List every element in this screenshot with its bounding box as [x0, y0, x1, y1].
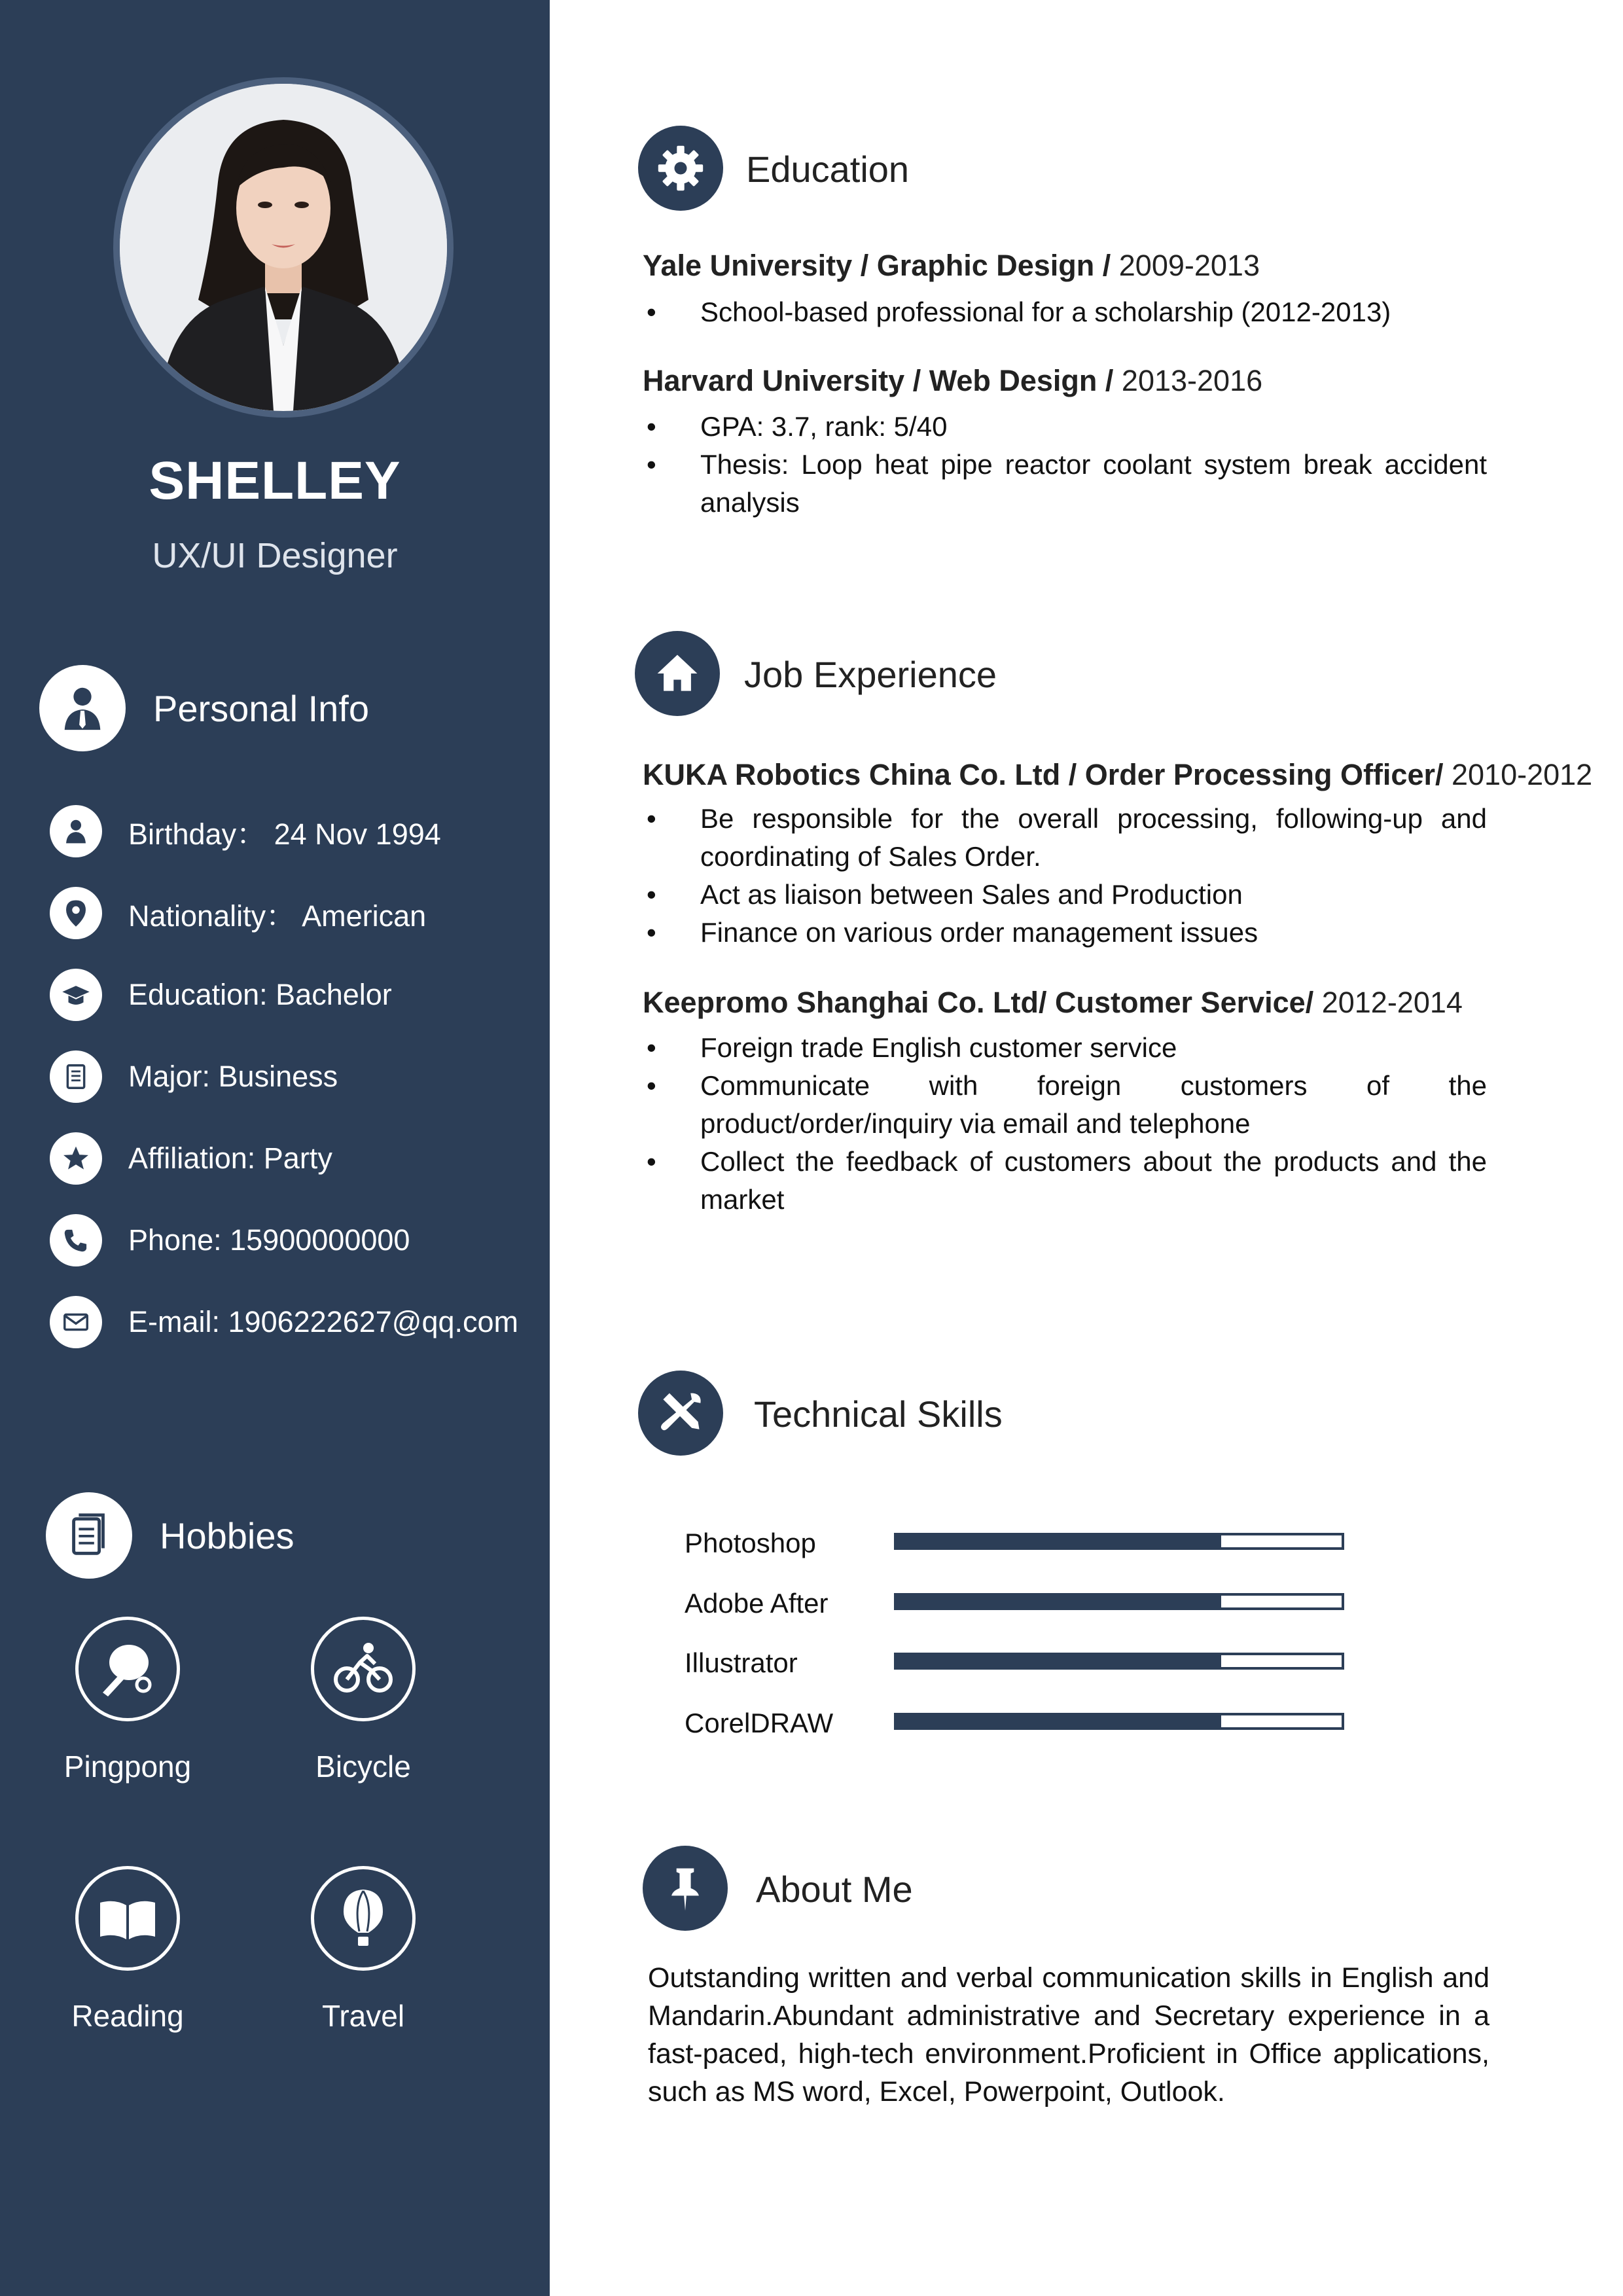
education-entry-1-school: Yale University / Graphic Design / — [643, 249, 1111, 282]
bullet-dot: • — [647, 1032, 656, 1063]
info-affiliation — [50, 1131, 332, 1186]
about-me-text: Outstanding written and verbal communication skills in English and Mandarin.Abundant administrative and Secretary experience in a fast-paced, high-tech environment.Proficient in Office applications, such as MS word, Excel, Powerpoint, Outlook. — [648, 1962, 1489, 2108]
job-entry-1-title — [643, 758, 1592, 792]
person-tie-icon — [57, 683, 108, 734]
bullet-dot: • — [647, 449, 656, 480]
info-education-text: Education: Bachelor — [128, 978, 392, 1011]
hobbies-heading: Hobbies — [160, 1515, 294, 1556]
bullet-dot: • — [647, 917, 656, 948]
job-experience-section-icon — [635, 631, 720, 716]
location-pin-icon — [50, 887, 102, 939]
job-entry-2-bullet-3: • Collect the feedback of customers about the products and the market — [643, 1143, 1487, 1219]
job-entry-2-company: Keepromo Shanghai Co. Ltd/ Customer Service/ — [643, 986, 1314, 1019]
about-me-section-icon — [643, 1846, 728, 1931]
phone-icon — [50, 1214, 102, 1266]
skill-photoshop-fill — [897, 1535, 1221, 1547]
education-entry-1-title — [643, 249, 1260, 283]
job-entry-2-years: 2012-2014 — [1313, 986, 1463, 1019]
skill-illustrator-label: Illustrator — [685, 1647, 798, 1678]
skill-photoshop-label: Photoshop — [685, 1528, 816, 1558]
graduation-cap-icon — [50, 969, 102, 1021]
bicycle-icon — [311, 1617, 416, 1721]
education-entry-2-title — [643, 364, 1262, 398]
info-education — [50, 967, 392, 1022]
profile-photo-illustration — [120, 84, 447, 411]
hobby-pingpong — [43, 1617, 213, 1784]
envelope-icon — [50, 1296, 102, 1348]
hobby-travel — [278, 1866, 448, 2034]
person-icon — [50, 805, 102, 857]
bullet-dot: • — [647, 1146, 656, 1177]
profile-name: SHELLEY — [149, 451, 401, 511]
education-section-icon — [638, 126, 723, 211]
info-nationality — [50, 886, 426, 941]
document-list-icon — [63, 1510, 115, 1561]
profile-photo — [113, 77, 454, 418]
bullet-dot: • — [647, 411, 656, 442]
skill-photoshop-bar — [894, 1533, 1344, 1550]
book-icon — [75, 1866, 180, 1971]
education-heading: Education — [746, 149, 910, 190]
hobby-bicycle — [278, 1617, 448, 1784]
info-major-text: Major: Business — [128, 1060, 338, 1093]
skill-coreldraw-bar — [894, 1713, 1344, 1730]
job-entry-1-bullet-2: • Act as liaison between Sales and Production — [643, 876, 1487, 914]
bullet-dot: • — [647, 803, 656, 834]
info-phone-text: Phone: 15900000000 — [128, 1223, 410, 1257]
job-entry-1-bullet-1: • Be responsible for the overall processing, following-up and coordinating of Sales Order. — [643, 800, 1487, 876]
document-icon — [50, 1050, 102, 1103]
info-nationality-text: Nationality： American — [128, 899, 427, 933]
info-email — [50, 1295, 518, 1350]
pingpong-icon — [75, 1617, 180, 1721]
bullet-dot: • — [647, 1070, 656, 1101]
bullet-dot: • — [647, 879, 656, 910]
technical-skills-section-icon — [638, 1371, 723, 1456]
personal-info-icon — [39, 665, 126, 751]
hobby-reading-label: Reading — [71, 1999, 184, 2033]
job-entry-1-years: 2010-2012 — [1443, 758, 1593, 791]
education-entry-2-school: Harvard University / Web Design / — [643, 364, 1114, 397]
info-major — [50, 1049, 338, 1104]
skill-adobe-after-bar — [894, 1593, 1344, 1610]
skill-coreldraw-fill — [897, 1715, 1221, 1727]
hobby-pingpong-label: Pingpong — [63, 1749, 192, 1784]
house-icon — [652, 649, 702, 698]
education-entry-1-bullet-1: • School-based professional for a scholarship (2012-2013) — [643, 293, 1487, 331]
info-birthday-text: Birthday： 24 Nov 1994 — [128, 817, 441, 851]
skill-illustrator-fill — [897, 1655, 1221, 1667]
bullet-dot: • — [647, 296, 656, 327]
job-entry-2-bullet-1: • Foreign trade English customer service — [643, 1029, 1487, 1067]
skill-adobe-after-label: Adobe After — [685, 1588, 829, 1619]
hobbies-icon — [46, 1492, 132, 1579]
pushpin-icon — [660, 1863, 710, 1913]
job-entry-2-title — [643, 986, 1463, 1020]
job-entry-1-company: KUKA Robotics China Co. Ltd / Order Processing Officer/ — [643, 758, 1444, 791]
info-birthday — [50, 804, 441, 859]
education-entry-1-years: 2009-2013 — [1111, 249, 1260, 282]
skill-illustrator-bar — [894, 1653, 1344, 1670]
tools-icon — [656, 1388, 705, 1438]
about-me-heading: About Me — [756, 1869, 913, 1910]
job-entry-1-bullet-3: • Finance on various order management issues — [643, 914, 1487, 952]
education-entry-2-years: 2013-2016 — [1113, 364, 1263, 397]
hobby-bicycle-label: Bicycle — [315, 1749, 411, 1784]
job-experience-heading: Job Experience — [744, 654, 997, 695]
job-entry-2-bullet-2: • Communicate with foreign customers of the product/order/inquiry via email and telephone — [643, 1067, 1487, 1143]
gear-icon — [656, 143, 705, 193]
skill-coreldraw-label: CorelDRAW — [685, 1708, 834, 1738]
education-entry-2-bullet-2: • Thesis: Loop heat pipe reactor coolant system break accident analysis — [643, 446, 1487, 522]
skill-adobe-after-fill — [897, 1596, 1221, 1607]
sidebar — [0, 0, 550, 2296]
hobby-reading — [43, 1866, 213, 2034]
info-email-text: E-mail: 1906222627@qq.com — [128, 1305, 519, 1338]
hot-air-balloon-icon — [311, 1866, 416, 1971]
personal-info-heading: Personal Info — [153, 688, 369, 729]
hobby-travel-label: Travel — [321, 1999, 405, 2033]
star-icon — [50, 1132, 102, 1185]
profile-role: UX/UI Designer — [152, 536, 398, 575]
info-affiliation-text: Affiliation: Party — [128, 1141, 332, 1175]
technical-skills-heading: Technical Skills — [754, 1393, 1003, 1435]
education-entry-2-bullet-1: • GPA: 3.7, rank: 5/40 — [643, 408, 1487, 446]
info-phone — [50, 1213, 410, 1268]
